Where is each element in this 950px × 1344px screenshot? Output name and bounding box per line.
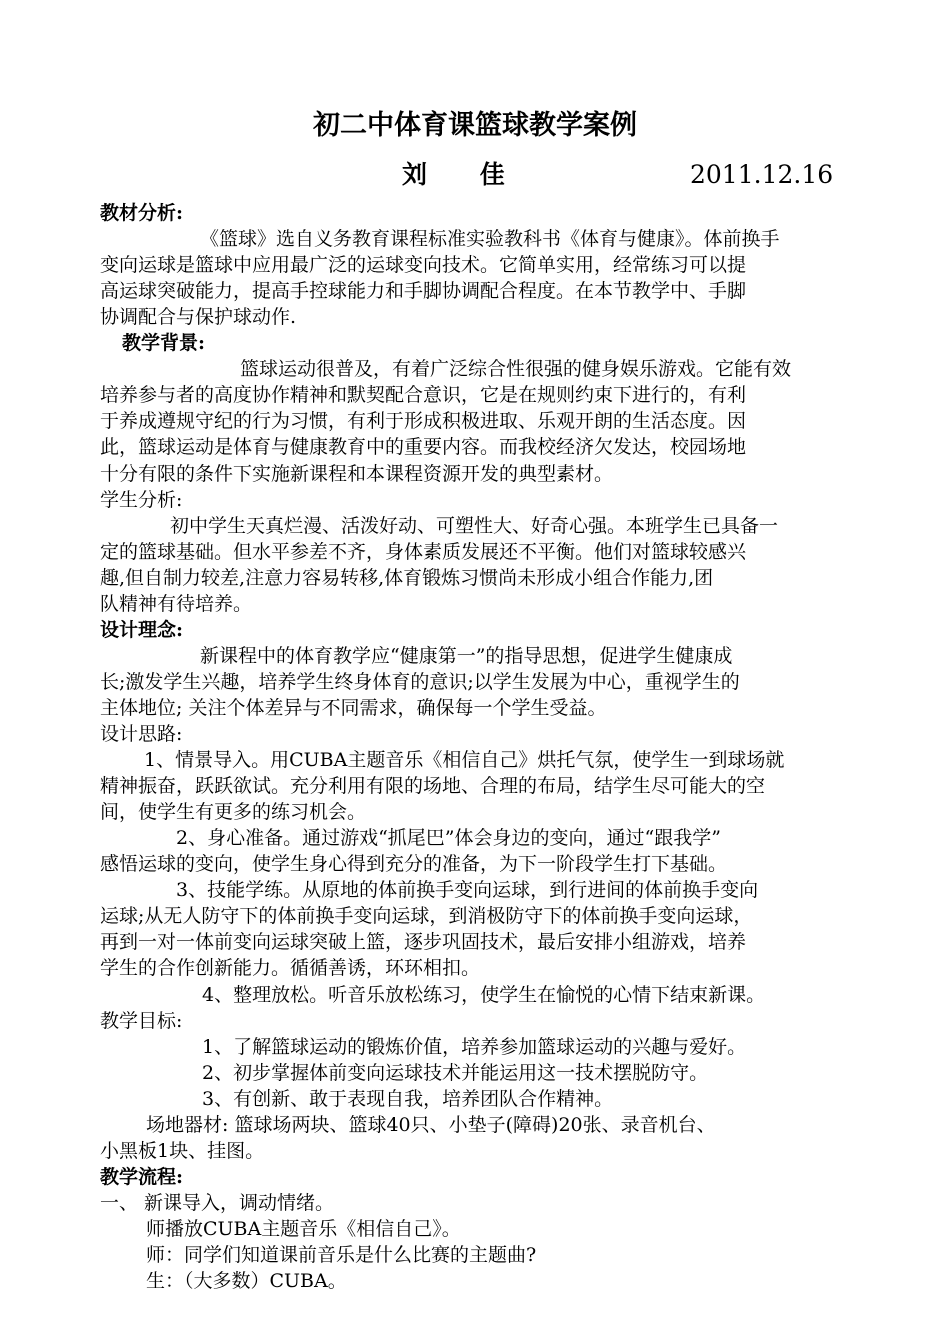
text-line: 再到一对一体前变向运球突破上篮，逐步巩固技术，最后安排小组游戏，培养	[100, 931, 747, 954]
text-line: 生：（大多数）CUBA。	[146, 1270, 347, 1293]
text-line: 培养参与者的高度协作精神和默契配合意识，它是在规则约束下进行的，有利	[100, 384, 747, 407]
text-line: 运球;从无人防守下的体前换手变向运球，到消极防守下的体前换手变向运球，	[100, 905, 753, 928]
text-line: 《篮球》选自义务教育课程标准实验教科书《体育与健康》。体前换手	[200, 228, 780, 251]
text-line: 场地器材: 篮球场两块、篮球40只、小垫子(障碍)20张、录音机台、	[146, 1113, 716, 1136]
text-line: 学生分析:	[100, 488, 183, 511]
text-line: 设计思路:	[100, 723, 183, 745]
section-heading: 设计理念:	[100, 618, 184, 641]
text-line: 小黑板1块、挂图。	[100, 1139, 265, 1162]
text-line: 高运球突破能力，提高手控球能力和手脚协调配合程度。在本节教学中、手脚	[100, 280, 747, 303]
text-line: 间，使学生有更多的练习机会。	[100, 801, 367, 824]
text-line: 主体地位; 关注个体差异与不同需求，确保每一个学生受益。	[100, 696, 607, 719]
text-line: 一、 新课导入，调动情绪。	[100, 1191, 335, 1214]
text-line: 长;激发学生兴趣，培养学生终身体育的意识;以学生发展为中心，重视学生的	[100, 670, 740, 693]
text-line: 教学目标:	[100, 1009, 183, 1032]
text-line: 3、有创新、敢于表现自我，培养团队合作精神。	[202, 1087, 614, 1110]
text-line: 趣,但自制力较差,注意力容易转移,体育锻炼习惯尚未形成小组合作能力,团	[100, 566, 714, 589]
text-line: 队精神有待培养。	[100, 592, 253, 615]
text-line: 协调配合与保护球动作.	[100, 306, 297, 329]
text-line: 1、情景导入。用CUBA主题音乐《相信自己》烘托气氛，使学生一到球场就	[144, 749, 785, 772]
section-heading: 教学背景:	[122, 332, 206, 355]
text-line: 师播放CUBA主题音乐《相信自己》。	[146, 1217, 461, 1240]
document-date: 2011.12.16	[690, 160, 834, 189]
text-line: 学生的合作创新能力。循循善诱，环环相扣。	[100, 957, 481, 980]
text-line: 2、初步掌握体前变向运球技术并能运用这一技术摆脱防守。	[202, 1061, 709, 1084]
text-line: 定的篮球基础。但水平参差不齐，身体素质发展还不平衡。他们对篮球较感兴	[100, 540, 747, 563]
text-line: 新课程中的体育教学应“健康第一”的指导思想，促进学生健康成	[200, 644, 733, 667]
section-heading: 教材分析:	[100, 202, 184, 224]
text-line: 变向运球是篮球中应用最广泛的运球变向技术。它简单实用，经常练习可以提	[100, 254, 747, 277]
text-line: 篮球运动很普及，有着广泛综合性很强的健身娱乐游戏。它能有效	[240, 358, 792, 381]
text-line: 此，篮球运动是体育与健康教育中的重要内容。而我校经济欠发达，校园场地	[100, 436, 747, 459]
text-line: 初中学生天真烂漫、活泼好动、可塑性大、好奇心强。本班学生已具备一	[170, 514, 779, 537]
text-line: 1、了解篮球运动的锻炼价值，培养参加篮球运动的兴趣与爱好。	[202, 1035, 747, 1058]
author-name: 刘 佳	[402, 160, 527, 189]
text-line: 2、身心准备。通过游戏“抓尾巴”体会身边的变向，通过“跟我学”	[176, 827, 721, 850]
text-line: 3、技能学练。从原地的体前换手变向运球，到行进间的体前换手变向	[176, 879, 759, 902]
text-line: 于养成遵规守纪的行为习惯，有利于形成积极进取、乐观开朗的生活态度。因	[100, 410, 747, 433]
text-line: 4、整理放松。听音乐放松练习，使学生在愉悦的心情下结束新课。	[202, 983, 766, 1006]
text-line: 师：同学们知道课前音乐是什么比赛的主题曲?	[146, 1244, 537, 1266]
document-title: 初二中体育课篮球教学案例	[313, 110, 637, 141]
text-line: 感悟运球的变向，使学生身心得到充分的准备，为下一阶段学生打下基础。	[100, 853, 728, 876]
text-line: 精神振奋，跃跃欲试。充分利用有限的场地、合理的布局，结学生尽可能大的空	[100, 775, 766, 798]
text-line: 十分有限的条件下实施新课程和本课程资源开发的典型素材。	[100, 462, 614, 485]
section-heading: 教学流程:	[100, 1165, 184, 1188]
